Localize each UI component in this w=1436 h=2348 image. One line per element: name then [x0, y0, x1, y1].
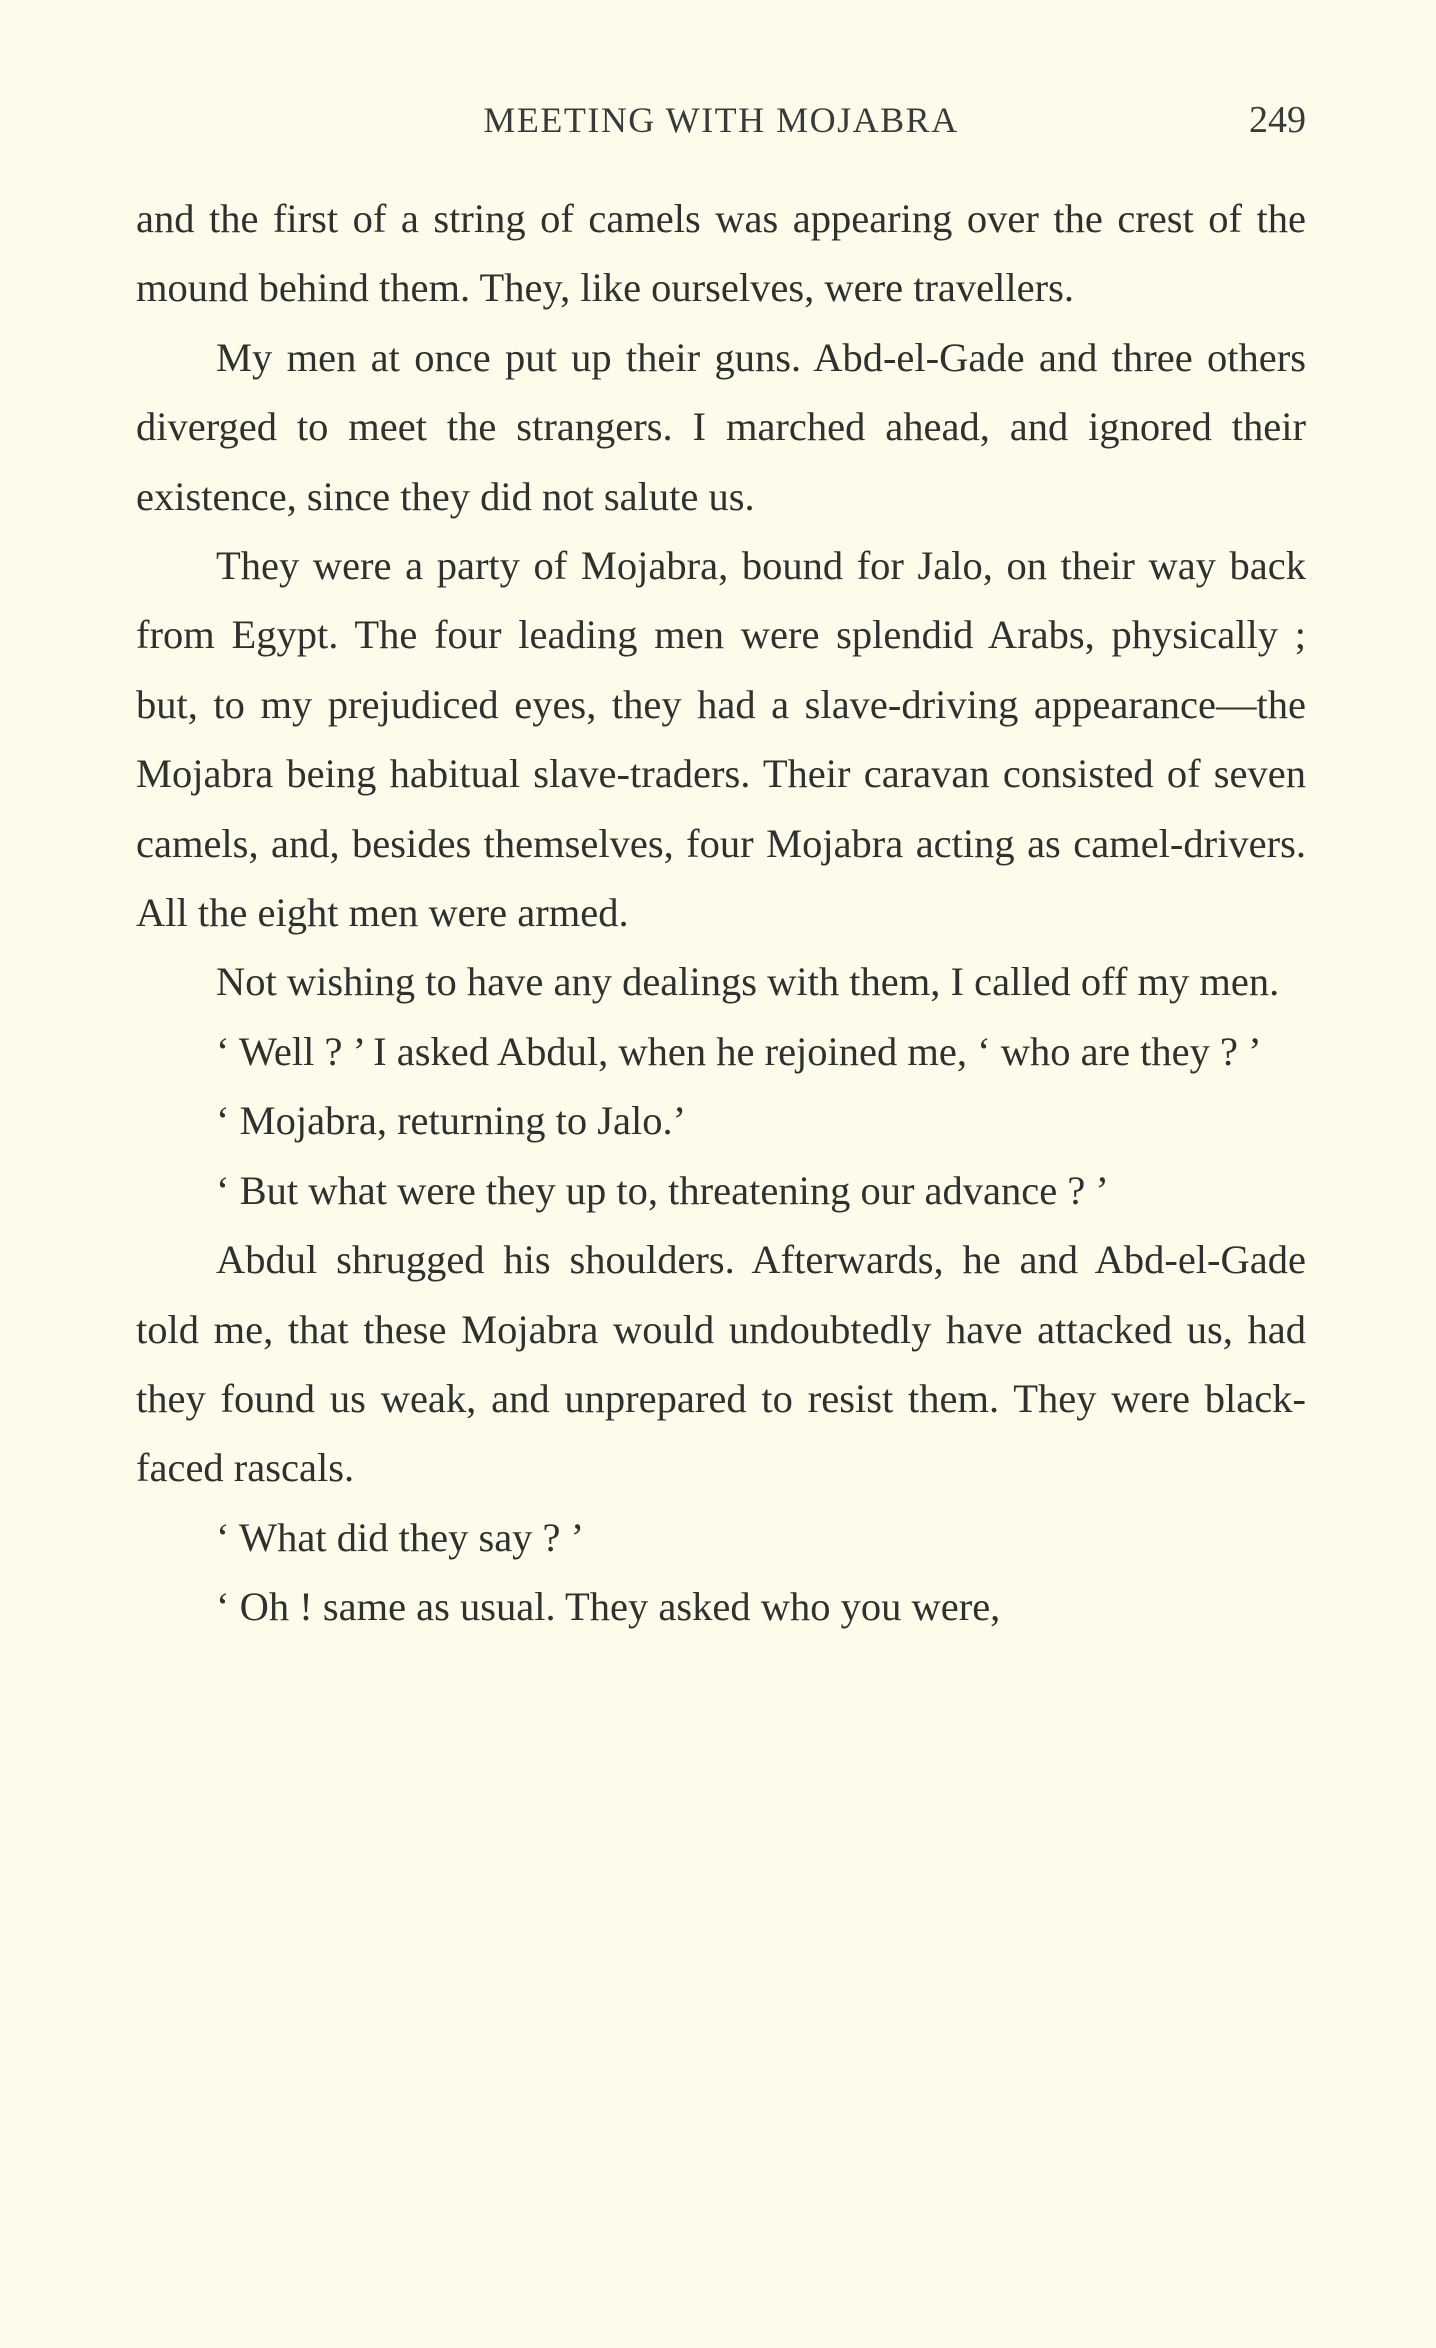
paragraph: and the first of a string of camels was appearing over the crest of the mound behind them. They, like ourselves, were travellers.	[136, 196, 1306, 311]
dialogue-paragraph: ‘ Mojabra, returning to Jalo.’	[216, 1098, 687, 1144]
running-head	[136, 92, 1306, 148]
page-number: 249	[1249, 99, 1306, 141]
body-text	[136, 184, 1306, 1642]
dialogue-paragraph: ‘ Oh ! same as usual. They asked who you were,	[216, 1584, 1001, 1630]
paragraph: Not wishing to have any dealings with them, I called off my men.	[216, 959, 1280, 1005]
running-head-title: MEETING WITH MOJABRA	[483, 100, 959, 140]
paragraph: They were a party of Mojabra, bound for Jalo, on their way back from Egypt. The four leading men were splendid Arabs, physically ; but, to my prejudiced eyes, they had a slave-driving appearance—the Mojabra being habitual slave-traders. Their caravan consisted of seven camels, and, besides themselves, four Mojabra acting as camel-drivers. All the eight men were armed.	[136, 543, 1306, 936]
dialogue-paragraph: ‘ Well ? ’ I asked Abdul, when he rejoined me, ‘ who are they ? ’	[216, 1028, 1262, 1074]
dialogue-paragraph: ‘ But what were they up to, threatening our advance ? ’	[216, 1167, 1109, 1213]
paragraph: My men at once put up their guns. Abd-el-Gade and three others diverged to meet the strangers. I marched ahead, and ignored their existence, since they did not salute us.	[136, 334, 1306, 519]
dialogue-paragraph: ‘ What did they say ? ’	[216, 1514, 585, 1560]
paragraph: Abdul shrugged his shoulders. Afterwards, he and Abd-el-Gade told me, that these Mojabra would undoubtedly have attacked us, had they found us weak, and unprepared to resist them. They were black-faced rascals.	[136, 1237, 1306, 1491]
